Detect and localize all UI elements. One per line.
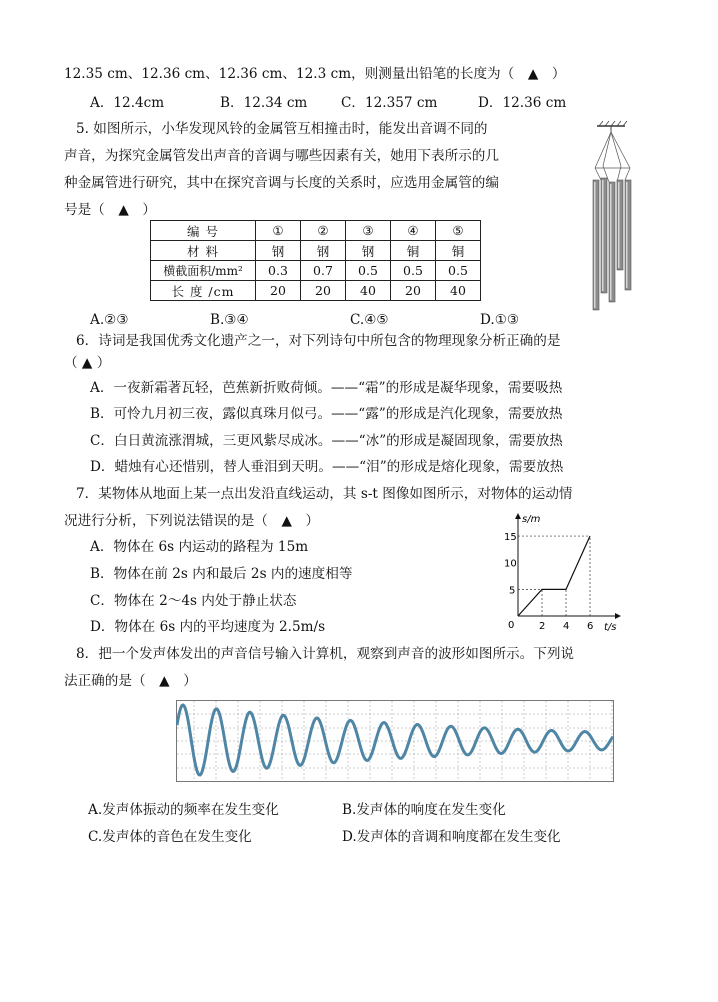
table-cell: 40 [346,281,391,301]
q5-option-d: D.①③ [480,312,520,328]
table-cell: ① [256,221,301,241]
q8-option-d: D.发声体的音调和响度都在发生变化 [342,829,561,845]
q6-stem-line-2: （ ▲ ） [64,355,111,371]
x-tick-label: 2 [539,621,546,632]
table-cell: 0.5 [346,261,391,281]
table-cell: 20 [391,281,436,301]
y-tick-label: 5 [509,585,516,597]
wind-chime-illustration [585,118,655,318]
q7-option-a: A．物体在 6s 内运动的路程为 15m [90,539,309,555]
y-tick-label: 15 [504,532,517,544]
x-axis-label: t/s [604,622,617,633]
table-cell: 20 [301,281,346,301]
q8-option-c: C.发声体的音色在发生变化 [88,829,252,845]
q6-option-b: B．可怜九月初三夜，露似真珠月似弓。——“露”的形成是汽化现象，需要放热 [90,406,563,422]
q7-stem-line-1: 7．某物体从地面上某一点出发沿直线运动，其 s-t 图像如图所示，对物体的运动情 [76,486,573,502]
q4-option-c: C．12.357 cm [341,95,438,111]
table-cell: 0.3 [256,261,301,281]
origin-label: 0 [508,620,515,631]
q6-option-c: C．白日黄流涨渭城，三更风紫尽成冰。——“冰”的形成是凝固现象，需要放热 [90,433,563,449]
q7-stem-line-2: 况进行分析，下列说法错误的是（ ▲ ） [64,513,320,529]
q6-stem-line-1: 6．诗词是我国优秀文化遗产之一，对下列诗句中所包含的物理现象分析正确的是 [76,333,561,349]
q4-option-b: B．12.34 cm [220,95,308,111]
table-row [151,281,481,301]
s-t-graph [500,508,630,636]
table-row [151,261,481,281]
q5-stem-line-2: 声音，为探究金属管发出声音的音调与哪些因素有关，她用下表所示的几 [64,148,499,164]
metal-tube-table [150,220,481,301]
table-header-id: 编 号 [151,221,256,241]
q5-option-b: B.③④ [210,312,249,328]
q4-line: 12.35 cm、12.36 cm、12.36 cm、12.3 cm，则测量出铅笔的长度为（ ▲ ） [64,66,566,82]
sound-waveform [176,700,614,782]
s-t-line [518,536,590,616]
table-cell: 铜 [436,241,481,261]
table-row [151,221,481,241]
q8-stem-line-1: 8．把一个发声体发出的声音信号输入计算机，观察到声音的波形如图所示。下列说 [76,646,575,662]
q7-option-c: C．物体在 2～4s 内处于静止状态 [90,593,297,609]
table-cell: 20 [256,281,301,301]
table-cell: ② [301,221,346,241]
table-cell: 0.5 [391,261,436,281]
table-cell: 钢 [301,241,346,261]
q6-option-d: D．蜡烛有心还惜别，替人垂泪到天明。——“泪”的形成是熔化现象，需要放热 [90,459,564,475]
table-cell: 钢 [346,241,391,261]
q5-option-a: A.②③ [90,312,129,328]
q5-option-c: C.④⑤ [350,312,389,328]
q5-stem-line-1: 5. 如图所示，小华发现风铃的金属管互相撞击时，能发出音调不同的 [76,121,488,137]
q4-option-d: D．12.36 cm [478,95,567,111]
x-tick-label: 6 [587,621,594,632]
table-header-area: 横截面积/mm² [151,261,256,281]
table-header-material: 材 料 [151,241,256,261]
q5-stem-line-4: 号是（ ▲ ） [64,202,157,218]
q7-option-d: D．物体在 6s 内的平均速度为 2.5m/s [90,619,326,635]
table-cell: ⑤ [436,221,481,241]
q8-stem-line-2: 法正确的是（ ▲ ） [64,673,197,689]
x-tick-label: 4 [563,621,570,632]
table-cell: 钢 [256,241,301,261]
y-tick-label: 10 [504,558,517,570]
table-cell: 0.7 [301,261,346,281]
table-cell: 40 [436,281,481,301]
table-cell: 0.5 [436,261,481,281]
q8-option-a: A.发声体振动的频率在发生变化 [88,802,279,818]
q8-option-b: B.发声体的响度在发生变化 [342,802,506,818]
q5-stem-line-3: 种金属管进行研究，其中在探究音调与长度的关系时，应选用金属管的编 [64,175,499,191]
table-cell: ③ [346,221,391,241]
y-axis-label: s/m [522,514,541,525]
q7-option-b: B．物体在前 2s 内和最后 2s 内的速度相等 [90,566,353,582]
table-header-length: 长 度 /cm [151,281,256,301]
q4-option-a: A．12.4cm [90,95,165,111]
table-row [151,241,481,261]
table-cell: ④ [391,221,436,241]
table-cell: 铜 [391,241,436,261]
q6-option-a: A．一夜新霜著瓦轻，芭蕉新折败荷倾。——“霜”的形成是凝华现象，需要吸热 [90,380,563,396]
